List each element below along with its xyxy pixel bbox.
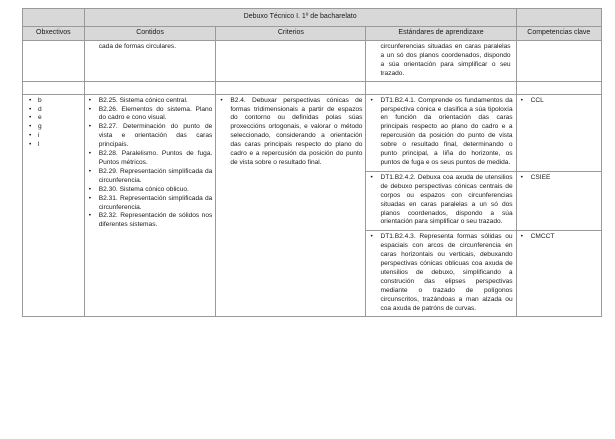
header-competences: Competencias clave <box>516 27 601 41</box>
standard-item: • DT1.B2.4.3. Representa formas sólidas ou espaciais con arcos de circunferencia en caras horizontais ou verticais, debuxando perspectivas cónicas oblicuas coa axuda de utensilios de debuxo, simplificando a construción das elipses perspectivas mediante o trazado de polígonos circunscritos, trazándoas a man alzada ou coa axuda de patróns de curvas. <box>370 233 512 313</box>
header-contents: Contidos <box>84 27 216 41</box>
standard-list <box>366 231 515 316</box>
criteria-cell <box>216 94 366 317</box>
standard-cell <box>366 171 516 230</box>
objective-item: • e <box>29 114 81 123</box>
standard-row-1 <box>23 94 602 171</box>
curriculum-table <box>22 8 602 317</box>
competence-item: • CSIEE <box>521 174 598 183</box>
criterion-item: • B2.4. Debuxar perspectivas cónicas de formas tridimensionais a partir de espazos do contorno ou definidas polas súas proxeccións ortogonais, e valorar o método seleccionado, considerando a orientación das caras principais respecto do plano do cadro e a repercusión da posición do punto de vista sobre o resultado final. <box>220 97 362 168</box>
competence-cell <box>516 171 601 230</box>
objectives-cell <box>23 94 85 317</box>
header-standards: Estándares de aprendizaxe <box>366 27 516 41</box>
contents-cell <box>84 94 216 317</box>
table-title: Debuxo Técnico I. 1º de bacharelato <box>84 9 516 27</box>
objective-item: • b <box>29 97 81 106</box>
continued-standards-text: circunferencias situadas en caras paralelas a un só dos planos coordenados, dispondo a súa orientación para simplificar o seu trazado. <box>380 43 511 77</box>
content-item: • B2.27. Determinación do punto de vista e orientación das caras principais. <box>89 123 213 150</box>
standard-item: • DT1.B2.4.1. Comprende os fundamentos da perspectiva cónica e clasifica a súa tipoloxía en función da orientación das caras principais respecto ao plano do cadro e a repercusión da posición do punto de vista sobre o resultado final, determinando o punto principal, a liña do horizonte, os puntos de fuga e os seus puntos de medida. <box>370 97 512 168</box>
content-item: • B2.25. Sistema cónico central. <box>89 97 213 106</box>
standard-list <box>366 172 515 230</box>
gap-cell <box>366 81 516 94</box>
gap-cell <box>84 81 216 94</box>
competence-list <box>517 231 601 242</box>
header-blank-cell <box>516 9 601 27</box>
competence-cell <box>516 231 601 317</box>
continued-criteria-cell <box>216 41 366 82</box>
competence-list <box>517 172 601 183</box>
objectives-list <box>23 95 84 150</box>
gap-cell <box>516 81 601 94</box>
content-item: • B2.26. Elementos do sistema. Plano do cadro e cono visual. <box>89 106 213 124</box>
standard-cell <box>366 94 516 171</box>
objective-item: • g <box>29 123 81 132</box>
content-item: • B2.30. Sistema cónico oblicuo. <box>89 186 213 195</box>
header-blank-cell <box>23 9 85 27</box>
header-objectives: Obxectivos <box>23 27 85 41</box>
competence-item: • CMCCT <box>521 233 598 242</box>
competence-list <box>517 95 601 106</box>
objective-item: • d <box>29 106 81 115</box>
standard-item: • DT1.B2.4.2. Debuxa coa axuda de utensilios de debuxo perspectivas cónicas centrais de corpos ou espazos con circunferencias situadas en caras paralelas a un só dos planos coordenados, dispondo a súa orientación para simplificar o seu trazado. <box>370 174 512 227</box>
continued-objectives-cell <box>23 41 85 82</box>
competence-cell <box>516 94 601 171</box>
standard-cell <box>366 231 516 317</box>
content-item: • B2.32. Representación de sólidos nos diferentes sistemas. <box>89 212 213 230</box>
header-criteria: Criterios <box>216 27 366 41</box>
criteria-list <box>216 95 365 168</box>
competence-item: • CCL <box>521 97 598 106</box>
continued-standards-cell <box>366 41 516 82</box>
continued-contents-text: cada de formas circulares. <box>98 43 177 50</box>
continued-contents-cell <box>84 41 216 82</box>
standard-list <box>366 95 515 171</box>
objective-item: • i <box>29 132 81 141</box>
content-item: • B2.29. Representación simplificada da circunferencia. <box>89 168 213 186</box>
contents-list <box>85 95 216 231</box>
objective-item: • l <box>29 141 81 150</box>
content-item: • B2.31. Representación simplificada da circunferencia. <box>89 195 213 213</box>
continued-competences-cell <box>516 41 601 82</box>
continued-row <box>23 41 602 82</box>
gap-cell <box>216 81 366 94</box>
gap-cell <box>23 81 85 94</box>
content-item: • B2.28. Paralelismo. Puntos de fuga. Puntos métricos. <box>89 150 213 168</box>
